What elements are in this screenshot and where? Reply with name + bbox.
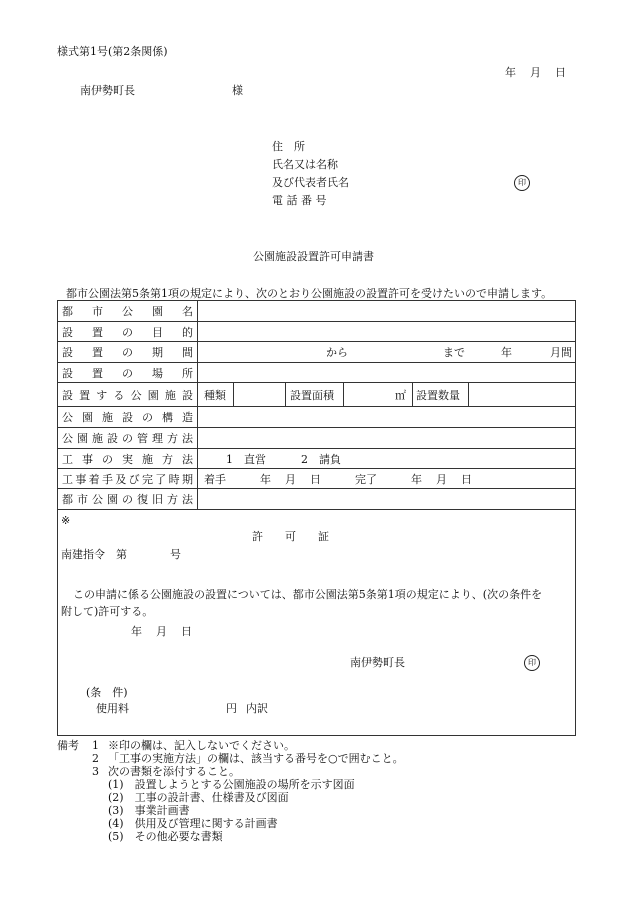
facility-label [58, 383, 198, 406]
permit-date-year: 年 [131, 625, 142, 638]
facility-area-label: 設置面積 [290, 388, 334, 402]
label-char: 園 [147, 388, 159, 402]
period-label [58, 342, 198, 362]
label-char: 着 [88, 472, 100, 486]
facility-area-unit: ㎡ [395, 388, 406, 402]
label-char: 工 [62, 452, 73, 466]
label-char: 旧 [152, 493, 163, 506]
permit-fee-detail: 内訳 [246, 702, 268, 715]
end-label: 完了 [355, 472, 377, 486]
label-char: 復 [137, 493, 148, 506]
seal-icon: 印 [514, 175, 530, 191]
label-char: 間 [182, 346, 193, 359]
date-month: 月 [530, 66, 541, 79]
label-char: 方 [167, 493, 178, 506]
label-char: 方 [167, 432, 178, 445]
label-char: 市 [77, 493, 88, 506]
permit-date-month: 月 [156, 625, 167, 638]
attachment-item: (5) その他必要な書類 [108, 830, 223, 843]
label-char: 施 [92, 432, 103, 445]
note-3-number: 3 [92, 765, 99, 778]
note-3: 次の書類を添付すること。 [108, 765, 240, 778]
label-char: 期 [152, 346, 163, 359]
permit-number-prefix: 南建指令 第 [61, 548, 127, 561]
note-2: 「工事の実施方法」の欄は、該当する番号を○で囲むこと。 [108, 752, 404, 765]
date-day: 日 [555, 66, 566, 79]
method-option-direct: 1 直営 [226, 452, 266, 466]
label-char: 置 [92, 325, 103, 339]
notes-label: 備考 [57, 739, 79, 752]
start-day: 日 [310, 472, 321, 486]
seal-icon: 印 [524, 655, 540, 671]
intro-text: 都市公園法第5条第1項の規定により、次のとおり公園施設の設置許可を受けたいので申請します。 [66, 287, 553, 300]
label-char: 事 [75, 472, 87, 486]
end-day: 日 [461, 472, 472, 486]
representative-label: 及び代表者氏名 [272, 176, 349, 189]
note-1-number: 1 [92, 739, 99, 752]
label-char: 所 [182, 366, 193, 380]
period-until: まで [443, 346, 465, 359]
permit-number-suffix: 号 [170, 548, 181, 561]
document-title: 公園施設設置許可申請書 [253, 250, 374, 263]
row-park-name [58, 301, 575, 322]
period-month: 月間 [550, 346, 572, 359]
label-char: 園 [82, 411, 93, 424]
start-year: 年 [260, 472, 271, 486]
divider [233, 383, 234, 406]
restore-label [58, 489, 198, 509]
end-month: 月 [436, 472, 447, 486]
divider [412, 383, 413, 406]
permit-conditions: (条 件) [86, 686, 128, 699]
application-table [57, 300, 576, 736]
label-char: 公 [62, 432, 73, 445]
label-char: 場 [152, 366, 163, 380]
label-char: 設 [181, 388, 193, 402]
row-facility [58, 383, 575, 407]
start-month: 月 [285, 472, 296, 486]
label-char: 施 [142, 452, 153, 466]
label-char: 手 [101, 472, 113, 486]
label-char: 造 [182, 411, 193, 424]
management-label [58, 428, 198, 448]
location-label [58, 363, 198, 382]
row-management [58, 428, 575, 449]
label-char: 設 [122, 411, 133, 424]
permit-title: 許 可 証 [252, 530, 329, 543]
label-char: 公 [130, 388, 142, 402]
permit-text-line2: 附して)許可する。 [61, 605, 154, 618]
label-char: 法 [182, 452, 193, 466]
divider [343, 383, 344, 406]
row-period [58, 342, 575, 363]
label-char: る [113, 388, 125, 402]
date-year: 年 [505, 66, 516, 79]
facility-qty-label: 設置数量 [416, 388, 460, 402]
note-2-number: 2 [92, 752, 99, 765]
row-restore [58, 489, 575, 510]
park-name-label [58, 301, 198, 321]
label-char: 公 [122, 305, 133, 318]
divider [285, 383, 286, 406]
period-year: 年 [501, 346, 512, 359]
start-label: 着手 [204, 472, 226, 486]
method-option-contract: 2 請負 [301, 452, 341, 466]
label-char: 置 [79, 388, 91, 402]
row-structure [58, 407, 575, 428]
label-char: 期 [181, 472, 193, 486]
label-char: の [102, 452, 113, 466]
name-label: 氏名又は名称 [272, 158, 338, 171]
permit-fee-unit: 円 [226, 702, 237, 715]
label-char: 完 [141, 472, 153, 486]
label-char: 時 [168, 472, 180, 486]
row-method [58, 449, 575, 469]
attachment-item: (2) 工事の設計書、仕様書及び図面 [108, 791, 289, 804]
label-char: 理 [152, 432, 163, 445]
label-char: 事 [82, 452, 93, 466]
end-year: 年 [411, 472, 422, 486]
label-char: 名 [182, 305, 193, 318]
method-label [58, 449, 198, 468]
label-char: 施 [102, 411, 113, 424]
label-char: 目 [152, 325, 163, 339]
schedule-label [58, 469, 198, 488]
label-char: 設 [62, 388, 73, 402]
label-char: の [122, 432, 133, 445]
label-char: び [128, 472, 140, 486]
label-char: 設 [62, 325, 73, 339]
divider [468, 383, 469, 406]
permit-date-day: 日 [181, 625, 192, 638]
structure-label [58, 407, 198, 427]
form-number: 様式第1号(第2条関係) [57, 45, 168, 58]
address-label: 住 所 [272, 140, 305, 153]
permit-text-line1: この申請に係る公園施設の設置については、都市公園法第5条第1項の規定により、(次の条件を [73, 588, 543, 601]
label-char: 的 [182, 325, 193, 339]
permit-fee-label: 使用料 [96, 702, 129, 715]
label-char: 管 [137, 432, 148, 445]
label-char: 都 [62, 493, 73, 506]
addressee: 南伊勢町長 [80, 84, 135, 97]
label-char: 実 [122, 452, 133, 466]
label-char: 市 [92, 305, 103, 318]
label-char: 園 [107, 493, 118, 506]
label-char: 法 [182, 493, 193, 506]
label-char: 設 [62, 366, 73, 380]
permit-issuer: 南伊勢町長 [350, 656, 405, 669]
attachment-item: (1) 設置しようとする公園施設の場所を示す図面 [108, 778, 355, 791]
label-char: 公 [62, 411, 73, 424]
row-location [58, 363, 575, 383]
label-char: 法 [182, 432, 193, 445]
row-purpose [58, 322, 575, 342]
label-char: 園 [77, 432, 88, 445]
label-char: 都 [62, 305, 73, 318]
purpose-label [58, 322, 198, 341]
note-1: ※印の欄は、記入しないでください。 [108, 739, 295, 752]
attachment-item: (4) 供用及び管理に関する計画書 [108, 817, 278, 830]
label-char: 了 [155, 472, 167, 486]
label-char: の [122, 366, 133, 380]
label-char: 構 [162, 411, 173, 424]
label-char: 設 [62, 346, 73, 359]
permit-mark: ※ [61, 514, 71, 527]
label-char: の [142, 411, 153, 424]
label-char: 工 [62, 472, 73, 486]
label-char: 公 [92, 493, 103, 506]
label-char: 設 [107, 432, 118, 445]
label-char: 置 [92, 366, 103, 380]
label-char: 方 [162, 452, 173, 466]
label-char: 及 [115, 472, 127, 486]
period-from: から [326, 346, 348, 359]
honorific: 様 [232, 84, 243, 97]
label-char: 施 [164, 388, 176, 402]
label-char: 園 [152, 305, 163, 318]
label-char: の [122, 493, 133, 506]
attachment-item: (3) 事業計画書 [108, 804, 190, 817]
label-char: す [96, 388, 108, 402]
phone-label: 電 話 番 号 [272, 194, 327, 207]
label-char: 置 [92, 346, 103, 359]
label-char: の [122, 346, 133, 359]
row-schedule [58, 469, 575, 489]
label-char: の [122, 325, 133, 339]
facility-kind-label: 種類 [204, 388, 226, 402]
